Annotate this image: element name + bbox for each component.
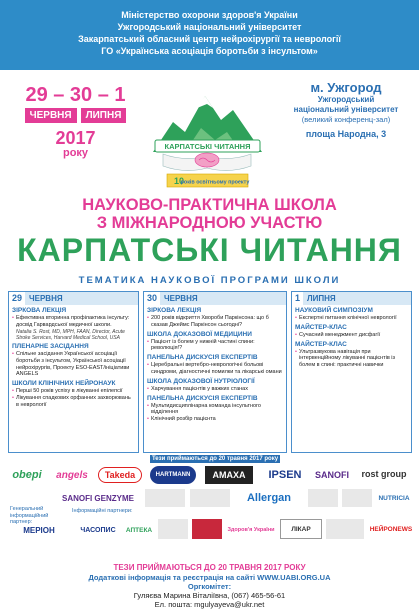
venue-hall: (великий конференц-зал)	[301, 115, 391, 124]
partner-apteka-logo: АПТЕКА	[125, 526, 153, 534]
event-year-word: року	[62, 147, 89, 159]
partner-logo-placeholder	[192, 519, 222, 539]
section-title: МАЙСТЕР-КЛАС	[295, 323, 347, 331]
footer	[0, 563, 419, 609]
general-partner-label: Генеральний інформаційний партнер:	[10, 506, 49, 525]
section-title: ШКОЛИ КЛІНІЧНИХ НЕЙРОНАУК	[12, 380, 116, 388]
partner-logo-placeholder	[158, 519, 188, 539]
section-title: ПЛЕНАРНЕ ЗАСІДАННЯ	[12, 343, 89, 350]
section-title: ЗІРКОВА ЛЕКЦІЯ	[147, 307, 202, 314]
event-months	[8, 108, 143, 123]
registration-info: Додаткові інформація та реєстрація на сайті WWW.UABI.ORG.UA	[88, 573, 331, 582]
day-header	[292, 292, 411, 305]
header-line-university: Ужгородський національний університет	[117, 22, 302, 32]
title-international: З МІЖНАРОДНОЮ УЧАСТЮ	[96, 214, 323, 232]
day-month: ЛИПНЯ	[307, 294, 336, 303]
program-day-29-june	[8, 291, 139, 453]
sponsor-ipsen-logo: IPSEN	[268, 469, 302, 481]
day-number: 1	[292, 292, 303, 305]
event-days: 29 – 30 – 1	[25, 84, 126, 106]
program-day-1-july	[291, 291, 412, 453]
sponsor-allergan-logo: Allergan	[246, 492, 291, 504]
program-item: • Спільне засідання Української асоціації боротьби з інсультом, Української асоціації нейрохірургів, Проекту ESO-EAST/ініціативи ANGELS	[9, 351, 138, 378]
day-header	[144, 292, 286, 305]
event-dates	[8, 84, 143, 159]
program-item: • Церебральні вертебро-неврологічні больові синдроми, діагностичні помилки та лікарські омани	[144, 362, 286, 376]
program-item: • Сучасний менеджмент дисфагії	[292, 332, 411, 339]
program-item: • Харчування пацієнтів у важких станах	[144, 386, 286, 393]
partner-merion-logo: МЕРІОН	[23, 525, 55, 535]
program-item: • Експертні питання клінічної неврології	[292, 315, 411, 322]
program-item: • Мультидисциплінарна команда інсультного відділення	[144, 403, 286, 417]
day-month: ЧЕРВНЯ	[29, 294, 63, 303]
sponsor-obepi-logo: obepi	[12, 469, 42, 481]
sponsor-nutricia-logo: NUTRICIA	[378, 494, 410, 502]
org-committee-label: Оргкомітет:	[187, 582, 232, 591]
header-line-ministry: Міністерство охорони здоров'я України	[121, 10, 298, 20]
section-title: ШКОЛА ДОКАЗОВОЇ НУТРІОЛОГІЇ	[147, 377, 255, 385]
program-item: • Перші 50 років успіху в лікуванні епілепсії	[9, 388, 138, 395]
day-number: 29	[9, 292, 25, 305]
abstract-deadline-small: Тези приймаються до 20 травня 2017 року	[151, 456, 279, 462]
day-header	[9, 292, 138, 305]
sponsor-logo-placeholder	[308, 489, 338, 507]
section-title: ПАНЕЛЬНА ДИСКУСІЯ ЕКСПЕРТІВ	[147, 354, 258, 362]
header-line-center: Закарпатський обласний центр нейрохірургії та неврології	[78, 34, 341, 44]
partner-logo-placeholder	[326, 519, 364, 539]
program-item: • 200 років відкриття Хвороби Паркінсона: що б сказав Джеймс Паркінсон сьогодні?	[144, 315, 286, 329]
partner-zdorovya-logo: Здоров'я України	[227, 527, 275, 533]
partner-chasopys-logo: ЧАСОПИС	[80, 526, 116, 534]
partner-likar-logo: ЛІКАР	[280, 519, 322, 539]
program-item: • Ефективна вторинна профілактика інсульту: досвід Гарвардської медичної школи.	[9, 315, 138, 329]
title-main: КАРПАТСЬКІ ЧИТАННЯ	[17, 232, 402, 268]
program-item: • Пацієнт із болем у нижній частині спини: революція!?	[144, 339, 286, 353]
sponsor-rost-group-logo: rost group	[361, 468, 407, 479]
month-june: ЧЕРВНЯ	[25, 108, 77, 123]
event-year: 2017	[55, 128, 96, 148]
program-item: • Ультразвукова навігація при інтервенційному лікуванні пацієнтів із болем в спині: практичні навички	[292, 349, 411, 369]
program-item: • Клінічний розбір пацієнта	[144, 416, 286, 423]
sponsor-takeda-logo: Takeda	[98, 467, 142, 483]
header-line-association: ГО «Українська асоціація боротьби з інсультом»	[101, 46, 318, 56]
section-title: ПАНЕЛЬНА ДИСКУСІЯ ЕКСПЕРТІВ	[147, 394, 258, 402]
partner-neuronews-logo: НЕЙРОNEWS	[369, 525, 413, 533]
program-day-30-june	[143, 291, 287, 453]
sponsor-amaxa-logo: AMAXA	[205, 466, 253, 484]
section-title: НАУКОВИЙ СИМПОЗІУМ	[295, 307, 373, 314]
contact-email: Ел. пошта: mgulyayeva@ukr.net	[154, 600, 265, 609]
emblem-arc-text: КАРПАТСЬКІ ЧИТАННЯ	[164, 142, 251, 151]
info-partners-label: Інформаційні партнери:	[72, 508, 133, 514]
sponsor-sanofi-logo: SANOFI	[314, 470, 349, 480]
event-venue	[278, 80, 414, 139]
venue-city: м. Ужгород	[310, 80, 382, 95]
day-number: 30	[144, 292, 160, 305]
sponsor-hartmann-logo: HARTMANN	[150, 466, 196, 484]
sponsor-angels-logo: angels	[56, 469, 88, 481]
venue-line-2: національний університет	[293, 105, 399, 114]
sponsor-logo-placeholder	[190, 489, 230, 507]
section-title: ЗІРКОВА ЛЕКЦІЯ	[12, 307, 67, 314]
section-title: МАЙСТЕР-КЛАС	[295, 340, 347, 348]
carpathian-readings-emblem	[145, 74, 270, 194]
contact-person: Гуляєва Марина Віталіївна, (067) 465-56-61	[133, 591, 286, 600]
venue-line-1: Ужгородський	[317, 95, 375, 104]
program-subtitle: ТЕМАТИКА НАУКОВОЇ ПРОГРАМИ ШКОЛИ	[78, 275, 341, 286]
section-title: ШКОЛА ДОКАЗОВОЇ МЕДИЦИНИ	[147, 330, 252, 338]
venue-address: площа Народна, 3	[305, 129, 387, 139]
speaker-note: Natalia S. Rost, MD, MPH, FAAN, Director, Acute Stroke Services, Harvard Medical School, USA	[16, 328, 125, 341]
header-banner	[0, 0, 419, 70]
abstract-deadline: ТЕЗИ ПРИЙМАЮТЬСЯ ДО 20 ТРАВНЯ 2017 РОКУ	[113, 563, 306, 572]
day-month: ЧЕРВНЯ	[164, 294, 198, 303]
sponsor-sanofi-genzyme-logo: SANOFI GENZYME	[61, 493, 134, 503]
emblem-ribbon-text: років освітньому проекту	[180, 179, 250, 186]
month-july: ЛИПНЯ	[81, 108, 127, 123]
title-school: НАУКОВО-ПРАКТИЧНА ШКОЛА	[82, 196, 337, 214]
program-item: • Лікування спадкових орфанних захворювань в неврології	[9, 395, 138, 409]
sponsor-logo-placeholder	[342, 489, 372, 507]
emblem-ribbon-number: 10	[173, 176, 185, 186]
sponsor-logo-placeholder	[145, 489, 185, 507]
